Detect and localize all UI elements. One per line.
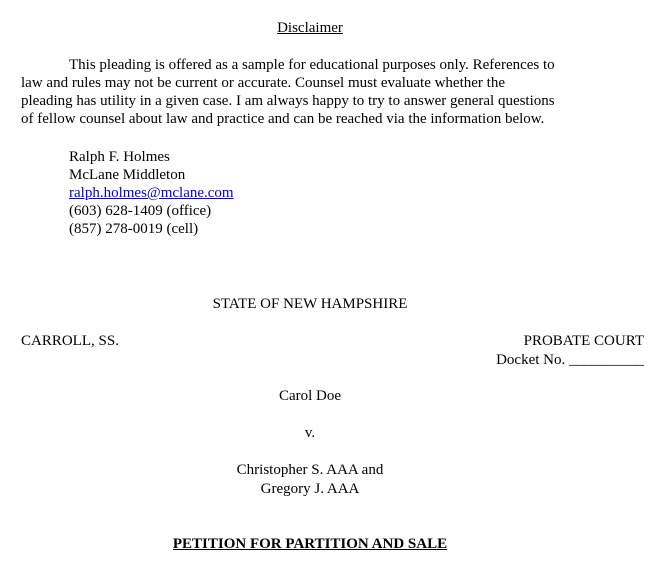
docket-number: Docket No. __________ — [496, 352, 644, 368]
disclaimer-heading: Disclaimer — [277, 20, 343, 36]
disclaimer-paragraph — [21, 56, 611, 128]
disclaimer-line: of fellow counsel about law and practice and can be reached via the information below. — [21, 111, 545, 127]
county-label: CARROLL, SS. — [21, 333, 119, 349]
disclaimer-line: This pleading is offered as a sample for educational purposes only. References to — [69, 57, 555, 73]
plaintiff-name: Carol Doe — [278, 388, 342, 404]
defendant-line-1: Christopher S. AAA and — [236, 462, 384, 478]
state-heading: STATE OF NEW HAMPSHIRE — [212, 296, 408, 312]
contact-block — [69, 148, 234, 238]
court-label: PROBATE COURT — [523, 333, 644, 349]
disclaimer-line: law and rules may not be current or accurate. Counsel must evaluate whether the — [21, 75, 505, 91]
document-title: PETITION FOR PARTITION AND SALE — [172, 536, 448, 552]
contact-firm: McLane Middleton — [69, 167, 186, 183]
disclaimer-line: pleading has utility in a given case. I am always happy to try to answer general questions — [21, 93, 555, 109]
contact-name: Ralph F. Holmes — [69, 149, 170, 165]
contact-phone-office: (603) 628-1409 (office) — [69, 203, 212, 219]
versus-label: v. — [304, 425, 316, 441]
defendant-line-2: Gregory J. AAA — [260, 481, 360, 497]
contact-email-link[interactable]: ralph.holmes@mclane.com — [69, 185, 234, 201]
contact-phone-cell: (857) 278-0019 (cell) — [69, 221, 199, 237]
